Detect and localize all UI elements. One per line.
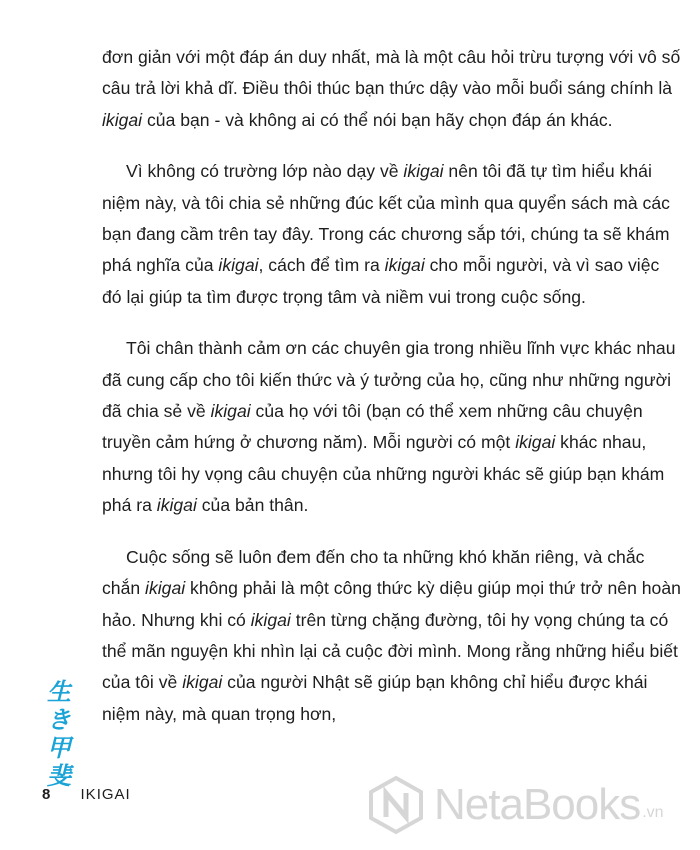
text-run: đơn giản với một đáp án duy nhất, mà là một câu hỏi trừu tượng với vô số câu trả lời khả dĩ. Điều thôi thúc bạn thức dậy vào mỗi buổi sáng chính là	[102, 47, 681, 99]
paragraph	[102, 156, 682, 313]
italic-term: ikigai	[218, 255, 259, 276]
text-run: cho mỗi người, và vì sao việc đó lại giúp ta tìm được trọng tâm và niềm vui trong cuộc sống.	[102, 255, 660, 307]
text-run: nên tôi đã tự tìm hiểu khái niệm này, và tôi chia sẻ những đúc kết của mình qua quyển sách mà các bạn đang cầm trên tay đây. Trong các chương sắp tới, chúng ta sẽ khám phá nghĩa của	[102, 161, 670, 276]
text-run: Tôi chân thành cảm ơn các chuyên gia trong nhiều lĩnh vực khác nhau đã cung cấp cho tôi kiến thức và ý tưởng của họ, cũng như những người đã chia sẻ về	[102, 338, 676, 422]
italic-term: ikigai	[250, 609, 291, 630]
paragraph	[102, 333, 682, 521]
italic-term: ikigai	[156, 495, 197, 516]
paragraph	[102, 542, 682, 730]
italic-term: ikigai	[182, 672, 223, 693]
italic-term: ikigai	[384, 255, 425, 276]
kanji-char: 斐	[47, 762, 71, 790]
running-title: IKIGAI	[80, 786, 131, 803]
italic-term: ikigai	[102, 109, 143, 130]
page-number: 8	[42, 786, 51, 803]
kanji-char: 生	[47, 678, 71, 706]
page-footer	[42, 786, 131, 803]
text-run: của bản thân.	[196, 495, 309, 516]
ikigai-kanji-vertical	[42, 678, 76, 790]
text-run: của người Nhật sẽ giúp bạn không chỉ hiểu được khái niệm này, mà quan trọng hơn,	[102, 672, 648, 724]
text-run: , cách để tìm ra	[258, 255, 385, 276]
watermark	[366, 772, 664, 838]
body-text	[102, 42, 682, 750]
text-run: của bạn - và không ai có thể nói bạn hãy chọn đáp án khác.	[142, 109, 613, 130]
kanji-char: き	[47, 706, 71, 734]
text-run: khác nhau, nhưng tôi hy vọng câu chuyện của những người khác sẽ giúp bạn khám phá ra	[102, 432, 665, 516]
kanji-char: 甲	[47, 734, 71, 762]
netabooks-logo-icon	[366, 775, 426, 835]
text-run: Cuộc sống sẽ luôn đem đến cho ta những khó khăn riêng, và chắc chắn	[102, 546, 645, 599]
watermark-suffix: .vn	[642, 804, 664, 821]
italic-term: ikigai	[403, 161, 444, 182]
italic-term: ikigai	[210, 401, 251, 422]
italic-term: ikigai	[145, 578, 186, 599]
italic-term: ikigai	[515, 432, 556, 453]
text-run: không phải là một công thức kỳ diệu giúp mọi thứ trở nên hoàn hảo. Nhưng khi có	[102, 578, 681, 630]
text-run: của họ với tôi (bạn có thể xem những câu chuyện truyền cảm hứng ở chương năm). Mỗi người có một	[102, 401, 643, 453]
paragraph	[102, 42, 682, 136]
text-run: Vì không có trường lớp nào dạy về	[126, 161, 404, 182]
text-run: trên từng chặng đường, tôi hy vọng chúng ta có thể mãn nguyện khi nhìn lại cả cuộc đời mình. Mong rằng những hiểu biết của tôi về	[102, 609, 678, 693]
watermark-text: NetaBooks	[434, 780, 641, 829]
